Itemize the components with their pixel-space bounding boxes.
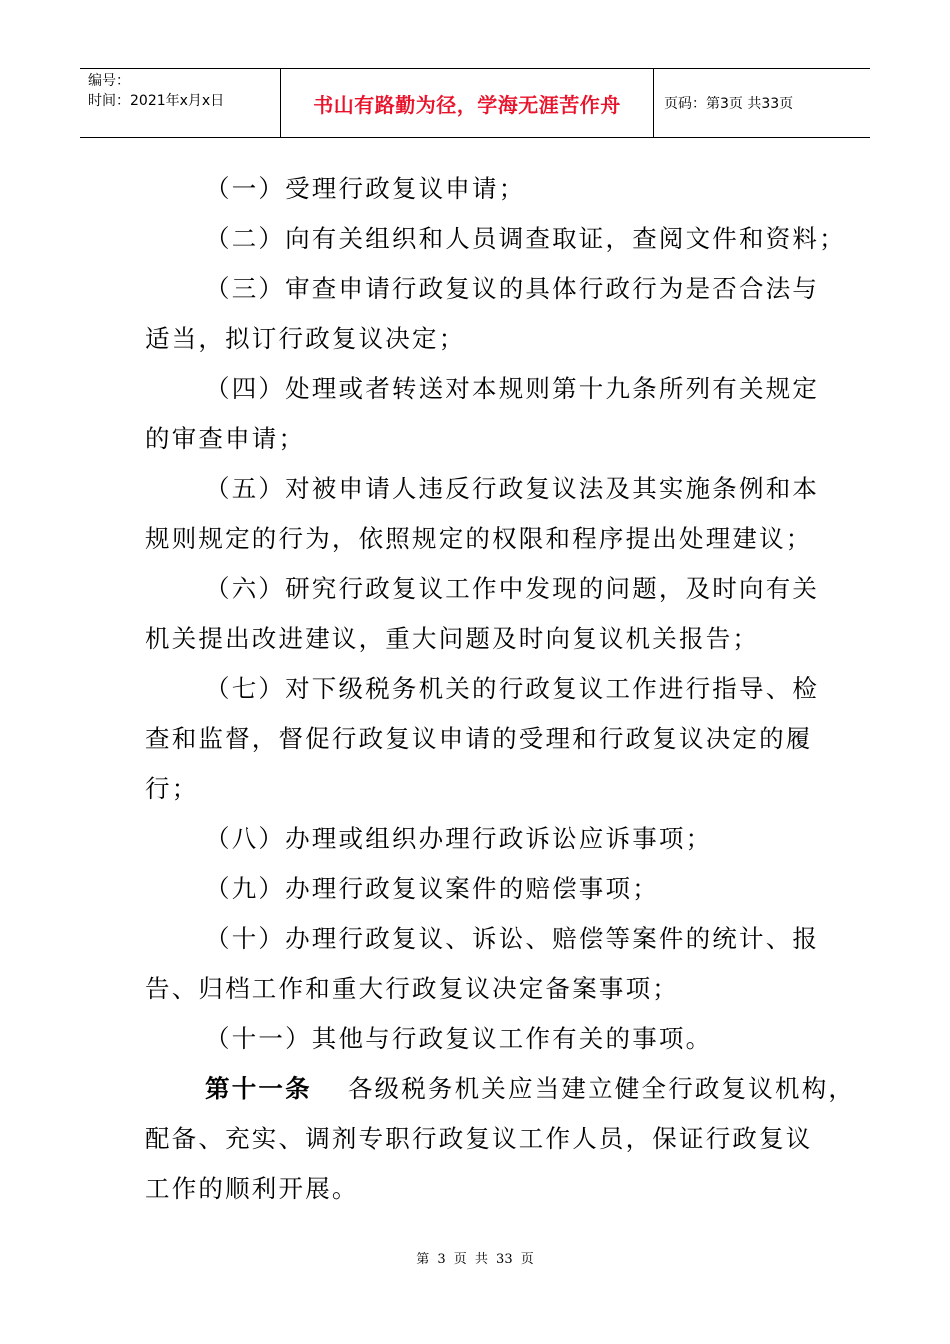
body-line: 的审查申请； xyxy=(145,424,306,453)
body-line: （八）办理或组织办理行政诉讼应诉事项； xyxy=(205,824,713,853)
body-line: （三）审查申请行政复议的具体行政行为是否合法与 xyxy=(205,274,820,303)
document-number-label: 编号： xyxy=(88,73,130,89)
body-line: （五）对被申请人违反行政复议法及其实施条例和本 xyxy=(205,474,820,503)
body-line: 适当，拟订行政复议决定； xyxy=(145,324,466,353)
body-line: （四）处理或者转送对本规则第十九条所列有关规定 xyxy=(205,374,820,403)
header-motto: 书山有路勤为径，学海无涯苦作舟 xyxy=(281,69,654,137)
article-heading-line xyxy=(205,1070,855,1105)
article-first-line: 各级税务机关应当建立健全行政复议机构， xyxy=(347,1074,856,1103)
body-line: （二）向有关组织和人员调查取证，查阅文件和资料； xyxy=(205,224,846,253)
header-page-info: 页码：第3页 共33页 xyxy=(664,96,794,112)
body-line: （一）受理行政复议申请； xyxy=(205,174,526,203)
body-line: （十）办理行政复议、诉讼、赔偿等案件的统计、报 xyxy=(205,924,820,953)
body-line: 查和监督，督促行政复议申请的受理和行政复议决定的履 xyxy=(145,724,813,753)
body-line: （九）办理行政复议案件的赔偿事项； xyxy=(205,874,659,903)
body-line: 配备、充实、调剂专职行政复议工作人员，保证行政复议 xyxy=(145,1124,813,1153)
body-line: （六）研究行政复议工作中发现的问题，及时向有关 xyxy=(205,574,820,603)
body-line: 行； xyxy=(145,774,199,803)
body-line: （七）对下级税务机关的行政复议工作进行指导、检 xyxy=(205,674,820,703)
body-line: （十一）其他与行政复议工作有关的事项。 xyxy=(205,1024,713,1053)
body-line: 机关提出改进建议，重大问题及时向复议机关报告； xyxy=(145,624,760,653)
page-header xyxy=(80,68,870,138)
body-line: 工作的顺利开展。 xyxy=(145,1174,359,1203)
header-meta xyxy=(80,69,281,137)
article-title: 第十一条 xyxy=(205,1074,312,1103)
body-line: 规则规定的行为，依照规定的权限和程序提出处理建议； xyxy=(145,524,813,553)
document-time: 时间：2021年x月x日 xyxy=(88,93,225,109)
page-footer: 第 3 页 共 33 页 xyxy=(416,1252,534,1267)
body-line: 告、归档工作和重大行政复议决定备案事项； xyxy=(145,974,679,1003)
